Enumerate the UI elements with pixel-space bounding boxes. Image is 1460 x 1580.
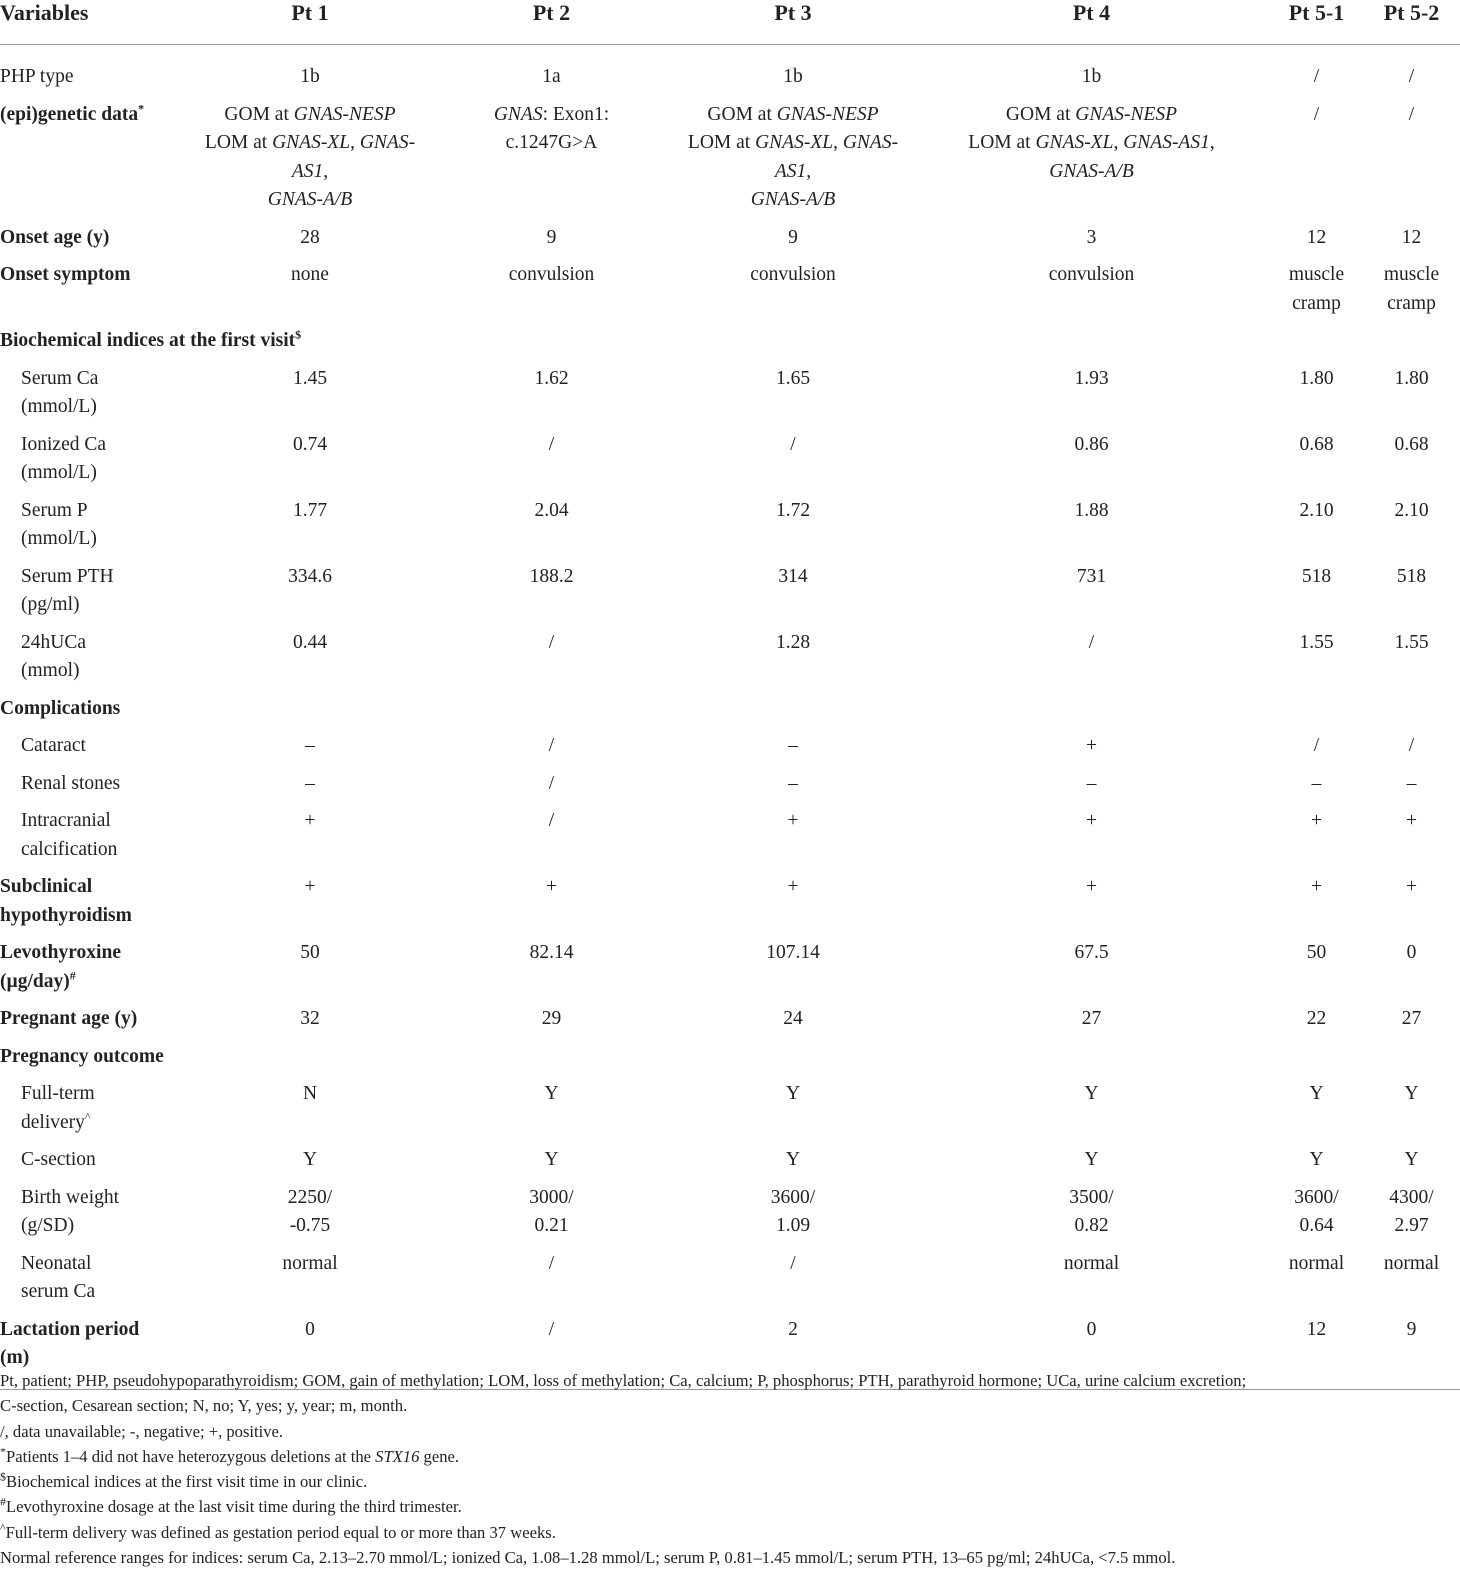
table-cell: 1.28 [775,631,811,653]
table-cell: 1.62 [534,367,569,389]
footnote-line: /, data unavailable; -, negative; +, positive. [0,1421,284,1441]
table-cell: 1.72 [775,499,811,521]
row-label: Lactation period (m) [0,1316,190,1390]
footnote-line: C-section, Cesarean section; N, no; Y, yes; y, year; m, month. [0,1396,408,1416]
table-cell: muscle cramp [1383,264,1440,314]
table-cell: 1a [542,66,561,87]
table-cell: normal [1063,1252,1120,1274]
table-cell: 22 [1306,1008,1327,1029]
table-cell: + [787,876,799,897]
table-cell: N [302,1083,318,1104]
table-cell: 1b [783,66,803,87]
table-cell: Y [1309,1149,1324,1170]
table-cell: GOM at GNAS-NESP LOM at GNAS-XL, GNAS-AS1, GNAS-A/B [687,103,899,210]
table-cell: / [1408,735,1415,756]
row-label: Birth weight (g/SD) [21,1186,120,1236]
row-label: Cataract [21,735,86,756]
table-cell: convulsion [1048,264,1135,285]
table-cell: 1.45 [292,367,328,389]
table-cell: 1.80 [1299,367,1334,389]
row-label: Subclinical hypothyroidism [0,876,132,926]
table-cell: / [1088,631,1095,653]
table-cell: 3600/ 0.64 [1294,1186,1339,1236]
table-cell: / [548,433,555,455]
table-cell: / [1313,103,1320,125]
table-cell: 12 [1306,226,1327,248]
table-cell: convulsion [750,264,836,285]
table-cell: 1.77 [292,499,328,521]
table-cell: 1b [1081,66,1102,87]
table-row [0,261,1460,327]
table-cell: 1.88 [1074,499,1109,521]
table-cell: 12 [1270,1316,1363,1390]
table-cell: / [548,631,555,653]
row-label: Serum P (mmol/L) [21,499,97,549]
table-cell: – [788,735,798,756]
table-row [0,365,1460,431]
table-cell: + [1311,876,1322,897]
row-label: C-section [21,1149,96,1170]
header-spacer [0,45,1460,64]
table-cell: + [304,876,316,897]
section-heading: Biochemical indices at the first visit$ [0,327,302,351]
table-row [0,1146,1460,1184]
row-label: Full-term delivery^ [21,1083,95,1133]
table-row [0,1184,1460,1250]
table-cell: none [291,264,329,285]
table-cell: GOM at GNAS-NESP LOM at GNAS-XL, GNAS-AS1, GNAS-A/B [968,103,1215,182]
row-label: Onset age (y) [0,226,110,248]
table-cell: / [1408,103,1415,125]
header-variables: Variables [0,0,190,45]
table-cell: + [1406,810,1417,831]
table-cell: / [548,810,555,831]
section-heading: Pregnancy outcome [0,1045,164,1067]
footnote-line: *Patients 1–4 did not have heterozygous deletions at the STX16 gene. [0,1444,460,1466]
table-cell: 188.2 [529,565,574,587]
table-row [0,1250,1460,1316]
table-cell: 4300/ 2.97 [1389,1186,1434,1236]
table-cell: 1.65 [775,367,811,389]
row-label: Pregnant age (y) [0,1008,138,1029]
table-cell: – [305,772,315,794]
table-row [0,563,1460,629]
table-cell: – [305,735,315,756]
table-row [0,770,1460,808]
table-cell: 67.5 [1074,942,1109,963]
table-cell: / [1313,66,1320,87]
footnote-line: ^Full-term delivery was defined as gestation period equal to or more than 37 weeks. [0,1520,556,1542]
table-cell: 518 [1301,565,1332,587]
table-cell: – [788,772,798,794]
table-cell: + [1311,810,1322,831]
table-cell: 9 [546,226,557,248]
table-cell: 0.44 [292,631,328,653]
table-cell: 2.04 [534,499,569,521]
table-cell: 0.74 [292,433,328,455]
table-cell: + [304,810,316,831]
footnote-line: Normal reference ranges for indices: serum Ca, 2.13–2.70 mmol/L; ionized Ca, 1.08–1.28 mmol/L; serum P, 0.81–1.45 mmol/L; serum PTH, 13–65 pg/ml; 24hUCa, <7.5 mmol. [0,1548,1176,1568]
table-cell: + [1406,876,1417,897]
table-cell: / [790,1252,796,1274]
header-pt-1: Pt 1 [190,0,430,45]
table-cell: 3000/ 0.21 [529,1186,574,1236]
header-pt-4: Pt 4 [913,0,1270,45]
table-cell: / [1313,735,1320,756]
table-cell: 314 [778,565,808,587]
table-cell: 28 [300,226,320,248]
row-label: Renal stones [21,772,121,794]
header-pt-5-1: Pt 5-1 [1270,0,1363,45]
table-cell: 3600/ 1.09 [770,1186,816,1236]
table-cell: 2 [673,1316,913,1390]
table-cell: 3 [1086,226,1097,248]
table-row [0,695,1460,733]
table-row [0,327,1460,365]
table-cell: 29 [541,1008,562,1029]
row-label: Neonatal serum Ca [21,1252,96,1302]
table-cell: normal [1288,1252,1345,1274]
footnote-line: $Biochemical indices at the first visit time in our clinic. [0,1469,368,1492]
table-cell: – [1406,772,1417,794]
table-row [0,939,1460,1005]
table-cell: + [546,876,557,897]
row-label: Ionized Ca (mmol/L) [21,433,107,483]
table-cell: Y [1084,1149,1099,1170]
table-cell: 334.6 [288,565,332,587]
table-cell: GNAS: Exon1: c.1247G>A [493,103,610,153]
table-cell: / [1408,66,1415,87]
table-cell: normal [1383,1252,1440,1274]
table-cell: 0.68 [1394,433,1429,455]
row-label: Onset symptom [0,264,131,285]
table-row [0,497,1460,563]
table-cell: 24 [783,1008,803,1029]
row-label: (epi)genetic data* [0,101,145,125]
table-row [0,732,1460,770]
table-cell: muscle cramp [1288,264,1345,314]
table-row [0,1005,1460,1043]
table-cell: Y [1309,1083,1324,1104]
table-cell: 0.86 [1074,433,1109,455]
section-heading: Complications [0,697,121,719]
table-cell: – [1311,772,1322,794]
table-cell: 1.93 [1074,367,1109,389]
table-cell: 2.10 [1299,499,1334,521]
table-row [0,431,1460,497]
table-cell: – [1086,772,1097,794]
table-cell: 0 [913,1316,1270,1390]
table-cell: 9 [788,226,798,248]
table-cell: / [430,1316,673,1390]
table-cell: Y [785,1149,801,1170]
table-cell: Y [302,1149,318,1170]
table-cell: 27 [1081,1008,1102,1029]
table-cell: 32 [300,1008,320,1029]
table-cell: 27 [1401,1008,1422,1029]
table-row [0,224,1460,262]
table-row [0,807,1460,873]
table-cell: 1.55 [1299,631,1334,653]
table-row [0,1043,1460,1081]
row-label: PHP type [0,66,74,87]
footnote-line: #Levothyroxine dosage at the last visit time during the third trimester. [0,1494,462,1517]
row-label: 24hUCa (mmol) [21,631,86,681]
table-row [0,629,1460,695]
table-cell: Y [544,1149,559,1170]
header-pt-2: Pt 2 [430,0,673,45]
table-cell: / [548,735,555,756]
header-pt-3: Pt 3 [673,0,913,45]
table-cell: 1b [300,66,320,87]
table-cell: convulsion [508,264,595,285]
table-footnotes [0,1368,1460,1570]
table-row [0,63,1460,101]
table-cell: 731 [1076,565,1107,587]
table-cell: 3500/ 0.82 [1069,1186,1114,1236]
table-cell: 518 [1396,565,1427,587]
table-cell: 50 [1306,942,1327,963]
table-cell: 0 [1406,942,1417,963]
table-cell: 2250/ -0.75 [287,1186,333,1236]
table-cell: / [548,1252,555,1274]
table-header [0,0,1460,63]
row-label: Levothyroxine (µg/day)# [0,942,121,992]
table-cell: Y [544,1083,559,1104]
table-cell: / [548,772,555,794]
table-cell: normal [282,1252,338,1274]
table-cell: 82.14 [529,942,574,963]
table-cell: + [787,810,799,831]
table-cell: + [1086,735,1097,756]
table-cell: + [1086,810,1097,831]
table-cell: 1.80 [1394,367,1429,389]
table-row [0,1080,1460,1146]
table-cell: 12 [1401,226,1422,248]
table-cell: GOM at GNAS-NESP LOM at GNAS-XL, GNAS-AS1, GNAS-A/B [204,103,416,210]
table-row [0,873,1460,939]
row-label: Serum PTH (pg/ml) [21,565,114,615]
header-pt-5-2: Pt 5-2 [1363,0,1460,45]
table-row [0,101,1460,224]
table-cell: / [790,433,796,455]
row-label: Intracranial calcification [21,810,118,860]
table-cell: 9 [1363,1316,1460,1390]
table-cell: + [1086,876,1097,897]
table-cell: Y [785,1083,801,1104]
table-cell: 1.55 [1394,631,1429,653]
table-cell: 50 [300,942,320,963]
table-body [0,63,1460,1389]
table-cell: 0 [190,1316,430,1390]
table-cell: 0.68 [1299,433,1334,455]
row-label: Serum Ca (mmol/L) [21,367,99,417]
table-cell: Y [1404,1149,1419,1170]
table-cell: Y [1404,1083,1419,1104]
table-cell: Y [1084,1083,1099,1104]
table-cell: 2.10 [1394,499,1429,521]
table-cell: 107.14 [766,942,820,963]
footnote-line: Pt, patient; PHP, pseudohypoparathyroidism; GOM, gain of methylation; LOM, loss of methylation; Ca, calcium; P, phosphorus; PTH, parathyroid hormone; UCa, urine calcium excretion; [0,1371,1247,1390]
